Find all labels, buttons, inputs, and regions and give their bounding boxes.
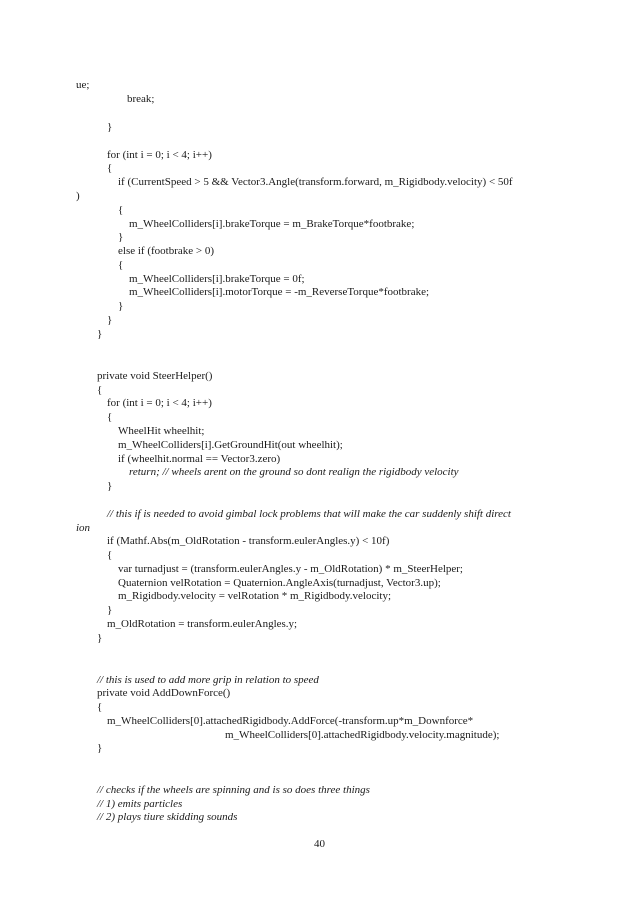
- code-line: }: [107, 604, 113, 616]
- code-line: for (int i = 0; i < 4; i++): [107, 397, 212, 409]
- code-line: if (CurrentSpeed > 5 && Vector3.Angle(transform.forward, m_Rigidbody.velocity) < 50f: [118, 176, 513, 188]
- code-line: for (int i = 0; i < 4; i++): [107, 149, 212, 161]
- code-line: }: [107, 480, 113, 492]
- code-comment: return; // wheels arent on the ground so dont realign the rigidbody velocity: [129, 466, 459, 478]
- code-line: ue;: [76, 79, 90, 91]
- code-line: }: [118, 231, 124, 243]
- code-comment: // checks if the wheels are spinning and is so does three things: [97, 784, 370, 796]
- code-line: m_WheelColliders[i].GetGroundHit(out wheelhit);: [118, 439, 343, 451]
- page-number: 40: [314, 838, 325, 850]
- code-line: }: [97, 742, 103, 754]
- code-line: }: [97, 632, 103, 644]
- code-comment: // this if is needed to avoid gimbal lock problems that will make the car suddenly shift direct: [107, 508, 511, 520]
- code-line: {: [107, 162, 113, 174]
- code-line: break;: [127, 93, 155, 105]
- code-line: }: [107, 121, 113, 133]
- code-line: }: [97, 328, 103, 340]
- code-line: m_WheelColliders[i].brakeTorque = 0f;: [129, 273, 305, 285]
- code-line: else if (footbrake > 0): [118, 245, 214, 257]
- code-comment: // this is used to add more grip in relation to speed: [97, 674, 319, 686]
- code-line: private void AddDownForce(): [97, 687, 231, 699]
- code-line: m_WheelColliders[i].brakeTorque = m_BrakeTorque*footbrake;: [129, 218, 415, 230]
- code-line: {: [118, 259, 124, 271]
- code-comment: // 1) emits particles: [97, 798, 183, 810]
- code-comment: // 2) plays tiure skidding sounds: [97, 811, 238, 823]
- code-line: m_WheelColliders[0].attachedRigidbody.velocity.magnitude);: [225, 729, 500, 741]
- code-line: Quaternion velRotation = Quaternion.AngleAxis(turnadjust, Vector3.up);: [118, 577, 441, 589]
- code-line: private void SteerHelper(): [97, 370, 213, 382]
- code-line: m_WheelColliders[0].attachedRigidbody.AddForce(-transform.up*m_Downforce*: [107, 715, 474, 727]
- code-line: m_WheelColliders[i].motorTorque = -m_ReverseTorque*footbrake;: [129, 286, 430, 298]
- code-line: if (Mathf.Abs(m_OldRotation - transform.eulerAngles.y) < 10f): [107, 535, 390, 547]
- code-line: m_OldRotation = transform.eulerAngles.y;: [107, 618, 298, 630]
- code-line: var turnadjust = (transform.eulerAngles.y - m_OldRotation) * m_SteerHelper;: [118, 563, 463, 575]
- code-line: }: [107, 314, 113, 326]
- code-line: }: [118, 300, 124, 312]
- code-line: {: [107, 549, 113, 561]
- code-line: WheelHit wheelhit;: [118, 425, 205, 437]
- code-line: {: [97, 384, 103, 396]
- code-line: {: [118, 204, 124, 216]
- code-line: ): [76, 190, 80, 202]
- code-line: m_Rigidbody.velocity = velRotation * m_Rigidbody.velocity;: [118, 590, 392, 602]
- code-line: {: [107, 411, 113, 423]
- code-comment: ion: [76, 522, 91, 534]
- code-line: if (wheelhit.normal == Vector3.zero): [118, 453, 281, 465]
- code-line: {: [97, 701, 103, 713]
